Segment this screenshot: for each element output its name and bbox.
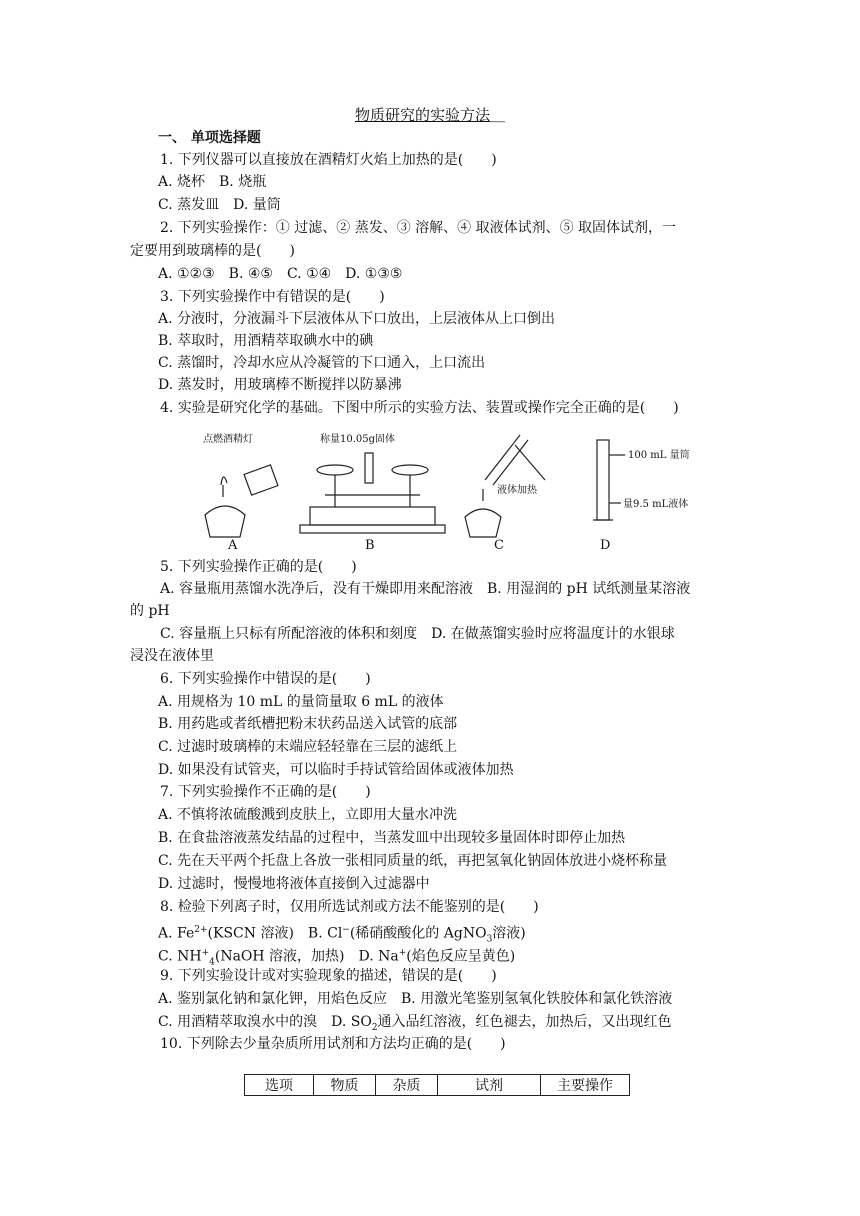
q9-options-cd: C. 用酒精萃取溴水中的溴 D. $SO_2$通入品红溶液，红色褪去，加热后，又出现红色 (158, 1014, 672, 1033)
q6-option-a: A. 用规格为 10 mL 的量筒量取 6 mL 的液体 (158, 694, 444, 710)
figure-option-d: D (600, 538, 611, 553)
q5-options-ab-cont: 的 pH (130, 603, 170, 619)
fig-label-d-top: 100 mL 量筒 (628, 450, 690, 461)
q2-stem-cont: 定要用到玻璃棒的是( ) (130, 243, 295, 259)
table-header-cell: 选项 (245, 1075, 314, 1096)
q7-option-d: D. 过滤时，慢慢地将液体直接倒入过滤器中 (158, 876, 430, 892)
q8-options-ab: A. $Fe^{2+}(KSCN$ 溶液) B. Cl−(稀硝酸酸化的 AgNO$_3$溶液) (158, 925, 526, 945)
q2-options: A. ①②③ B. ④⑤ C. ①④ D. ①③⑤ (158, 266, 403, 282)
q6-stem: 6. 下列实验操作中错误的是( ) (160, 671, 371, 687)
lamp-a-drawing (205, 465, 278, 537)
fig-label-d-bottom: 量9.5 mL液体 (623, 499, 689, 510)
fig-label-c: 液体加热 (497, 485, 537, 496)
q9-stem: 9. 下列实验设计或对实验现象的描述，错误的是( ) (160, 968, 497, 984)
q10-stem: 10. 下列除去少量杂质所用试剂和方法均正确的是( ) (160, 1036, 506, 1052)
q4-stem: 4. 实验是研究化学的基础。下图中所示的实验方法、装置或操作完全正确的是( ) (160, 400, 679, 416)
figure-option-b: B (365, 538, 375, 553)
q7-option-a: A. 不慎将浓硫酸溅到皮肤上，立即用大量水冲洗 (158, 807, 458, 823)
fig-label-a: 点燃酒精灯 (203, 434, 253, 445)
q3-option-d: D. 蒸发时，用玻璃棒不断搅拌以防暴沸 (158, 377, 402, 393)
q8-stem: 8. 检验下列离子时，仅用所选试剂或方法不能鉴别的是( ) (160, 899, 539, 915)
q6-option-d: D. 如果没有试管夹，可以临时手持试管给固体或液体加热 (158, 762, 514, 778)
q2-stem: 2. 下列实验操作：① 过滤、② 蒸发、③ 溶解、④ 取液体试剂、⑤ 取固体试剂，一 (160, 220, 677, 236)
table-header-cell: 试剂 (438, 1075, 541, 1096)
figure-option-a: A (228, 538, 238, 553)
q7-option-b: B. 在食盐溶液蒸发结晶的过程中，当蒸发皿中出现较多量固体时即停止加热 (158, 830, 626, 846)
q5-stem: 5. 下列实验操作正确的是( ) (160, 559, 357, 575)
q5-options-cd: C. 容量瓶上只标有所配溶液的体积和刻度 D. 在做蒸馏实验时应将温度计的水银球 (160, 626, 675, 642)
cylinder-d-drawing (593, 440, 625, 520)
fig-label-b: 称量10.05g固体 (320, 434, 396, 445)
q3-option-c: C. 蒸馏时，冷却水应从冷凝管的下口通入，上口流出 (158, 355, 486, 371)
q5-options-ab: A. 容量瓶用蒸馏水洗净后，没有干燥即用来配溶液 B. 用湿润的 pH 试纸测量某溶液 (160, 581, 691, 597)
q1-stem: 1. 下列仪器可以直接放在酒精灯火焰上加热的是( ) (160, 152, 497, 168)
q6-option-c: C. 过滤时玻璃棒的末端应轻轻靠在三层的滤纸上 (158, 739, 458, 755)
table-header-cell: 主要操作 (541, 1075, 630, 1096)
table-header-cell: 物质 (314, 1075, 376, 1096)
q7-option-c: C. 先在天平两个托盘上各放一张相同质量的纸，再把氢氧化钠固体放进小烧杯称量 (158, 853, 668, 869)
q7-stem: 7. 下列实验操作不正确的是( ) (160, 784, 371, 800)
q10-table (244, 1074, 630, 1096)
q3-option-a: A. 分液时，分液漏斗下层液体从下口放出，上层液体从上口倒出 (158, 311, 556, 327)
section-heading: 一、 单项选择题 (158, 130, 261, 146)
q8-options-cd: C. $NH^+_4(NaOH$ 溶液，加热) D. Na+(焰色反应呈黄色) (158, 948, 516, 968)
q3-stem: 3. 下列实验操作中有错误的是( ) (160, 289, 385, 305)
page-title: 物质研究的实验方法＿ (354, 106, 506, 124)
table-header-row (245, 1075, 630, 1096)
figure-option-c: C (494, 538, 504, 553)
q1-options-cd: C. 蒸发皿 D. 量筒 (158, 197, 281, 213)
q3-option-b: B. 萃取时，用酒精萃取碘水中的碘 (158, 333, 374, 349)
balance-b-drawing (300, 453, 445, 533)
q1-options-ab: A. 烧杯 B. 烧瓶 (158, 174, 267, 190)
q9-options-ab: A. 鉴别氯化钠和氯化钾，用焰色反应 B. 用激光笔鉴别氢氧化铁胶体和氯化铁溶液 (158, 991, 673, 1007)
q6-option-b: B. 用药匙或者纸槽把粉末状药品送入试管的底部 (158, 716, 458, 732)
table-header-cell: 杂质 (376, 1075, 438, 1096)
q5-options-cd-cont: 浸没在液体里 (130, 648, 214, 664)
q4-figure (185, 425, 725, 555)
